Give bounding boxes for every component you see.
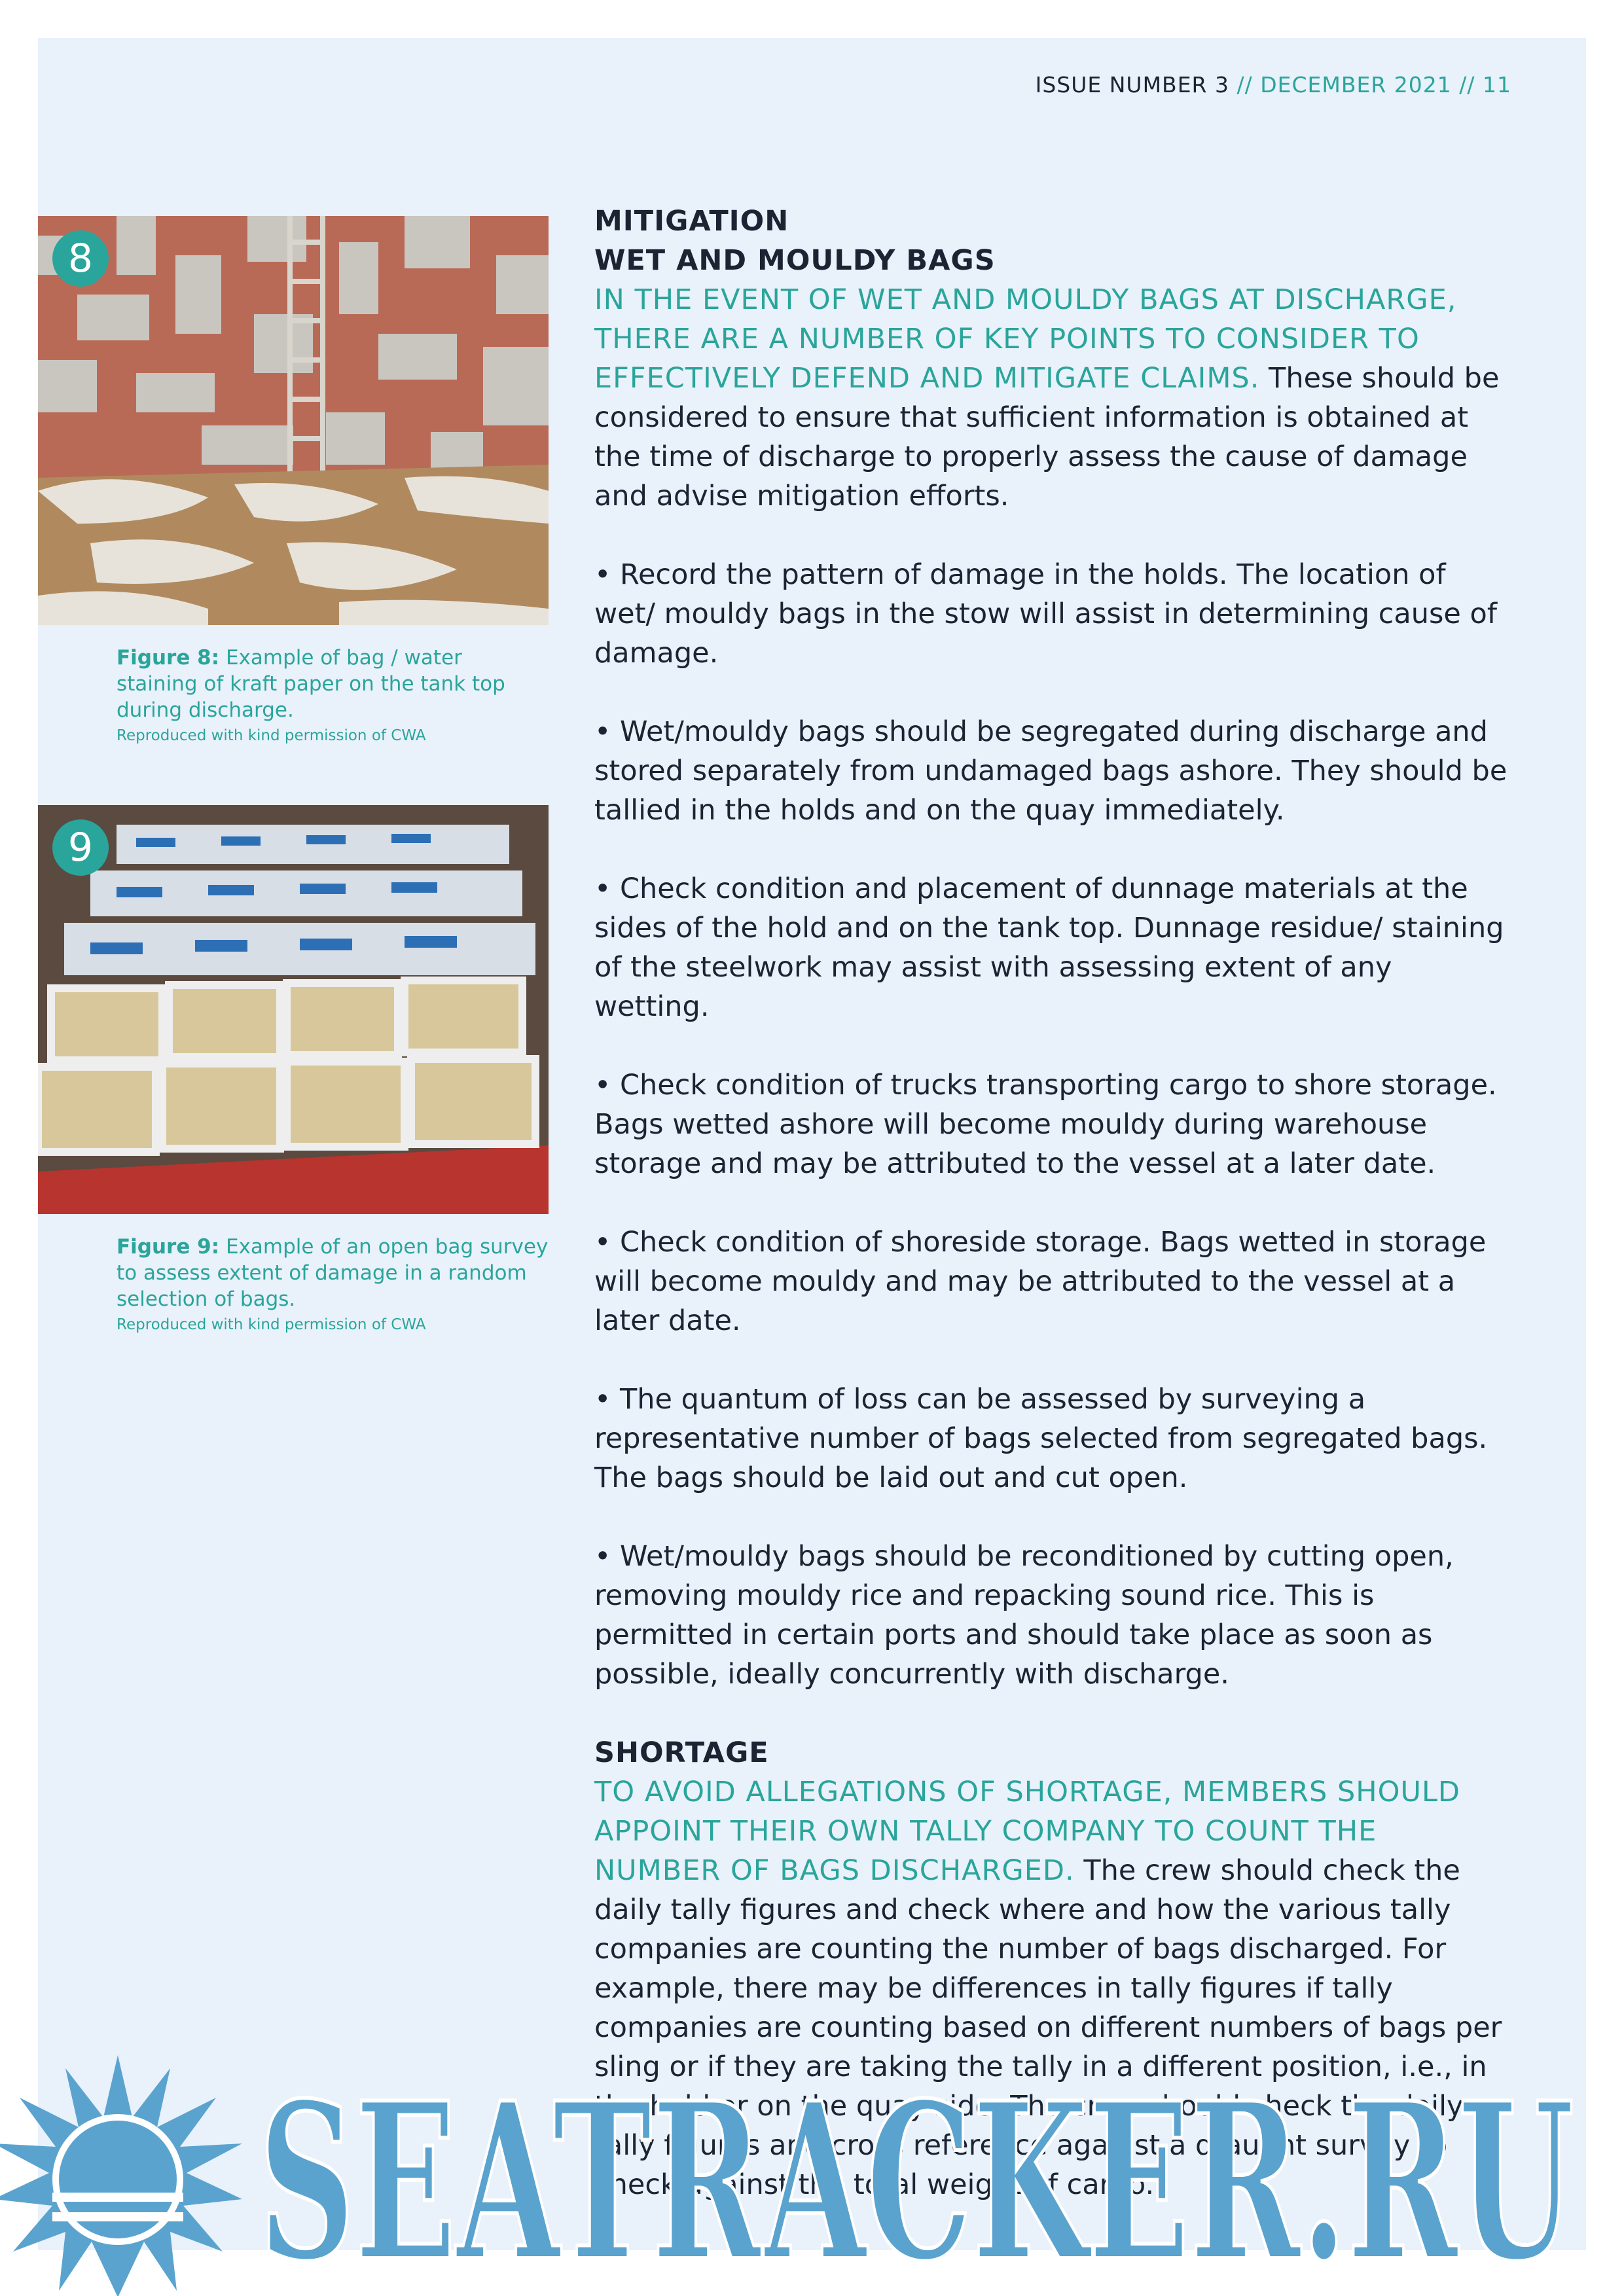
bullet-item: • Check condition of trucks transporting cargo to shore storage. Bags wetted ashore will become mouldy during warehouse storage and may be attributed to the vessel at a later date. <box>594 1069 1497 1180</box>
issue-date: DECEMBER 2021 <box>1260 72 1452 98</box>
figure-9-image <box>38 805 549 1214</box>
figure-8-image <box>38 216 549 625</box>
section-heading-shortage: SHORTAGE <box>594 1736 769 1769</box>
figure-8-photo <box>38 216 549 625</box>
watermark <box>0 2049 1624 2296</box>
watermark-text: SEATRACKER.RU <box>259 2055 1574 2296</box>
figure-credit: Reproduced with kind permission of CWA <box>117 727 426 744</box>
figure-number-badge: 9 <box>52 819 109 876</box>
section-heading-mitigation: MITIGATION <box>594 205 789 238</box>
figure-caption-text: Example of an open bag survey to assess extent of damage in a random selection of bags. <box>117 1235 549 1311</box>
figure-8-caption <box>117 645 549 748</box>
header-separator: // <box>1459 72 1475 98</box>
bullet-item: • Record the pattern of damage in the holds. The location of wet/ mouldy bags in the stow will assist in determining cause of damage. <box>594 558 1498 670</box>
page-number: 11 <box>1483 72 1511 98</box>
shortage-lead: TO AVOID ALLEGATIONS OF SHORTAGE, MEMBERS SHOULD APPOINT THEIR OWN TALLY COMPANY TO COUNT THE NUMBER OF BAGS DISCHARGED. <box>594 1776 1461 1887</box>
shortage-text: The crew should check the daily tally figures and check where and how the various tally companies are counting the number of bags discharged. For example, there may be differences in tally figures if tally companies are counting based on different numbers of bags per sling or if they are taking the tally in a different position, i.e., in the hold or on the quay side. The crew should check the daily tally figures and cross reference against a draught survey to check against the total weight of cargo. <box>594 1854 1502 2201</box>
page-header <box>1036 72 1511 98</box>
issue-number: ISSUE NUMBER 3 <box>1035 72 1229 98</box>
mitigation-lead: IN THE EVENT OF WET AND MOULDY BAGS AT DISCHARGE, THERE ARE A NUMBER OF KEY POINTS TO CONSIDER TO EFFECTIVELY DEFEND AND MITIGATE CLAIMS. <box>594 283 1457 395</box>
bullet-item: • Check condition of shoreside storage. Bags wetted in storage will become mouldy and may be attributed to the vessel at a later date. <box>594 1226 1487 1337</box>
figure-credit: Reproduced with kind permission of CWA <box>117 1316 426 1333</box>
bullet-item: • The quantum of loss can be assessed by surveying a representative number of bags selected from segregated bags. The bags should be laid out and cut open. <box>594 1383 1488 1494</box>
figure-label: Figure 9: <box>117 1235 220 1259</box>
figure-label: Figure 8: <box>117 646 220 670</box>
mitigation-intro: These should be considered to ensure that sufficient information is obtained at the time of discharge to properly assess the cause of damage and advise mitigation efforts. <box>594 362 1500 512</box>
bullet-item: • Check condition and placement of dunnage materials at the sides of the hold and on the tank top. Dunnage residue/ staining of the steelwork may assist with assessing extent of any wetting. <box>594 872 1504 1023</box>
figure-number-badge: 8 <box>52 230 109 287</box>
sun-logo-icon <box>0 2055 242 2296</box>
figure-9-photo <box>38 805 549 1214</box>
section-subheading-wet-mouldy: WET AND MOULDY BAGS <box>594 244 996 277</box>
header-separator: // <box>1236 72 1253 98</box>
mitigation-intro-paragraph <box>594 280 1511 516</box>
figure-9-caption <box>117 1234 549 1337</box>
article-body <box>594 202 1511 2244</box>
bullet-item: • Wet/mouldy bags should be segregated during discharge and stored separately from undamaged bags ashore. They should be tallied in the holds and on the quay immediately. <box>594 715 1507 827</box>
figure-caption-text: Example of bag / water staining of kraft paper on the tank top during discharge. <box>117 646 505 722</box>
bullet-item: • Wet/mouldy bags should be reconditioned by cutting open, removing mouldy rice and repacking sound rice. This is permitted in certain ports and should take place as soon as possible, ideally concurrently with discharge. <box>594 1540 1454 1691</box>
